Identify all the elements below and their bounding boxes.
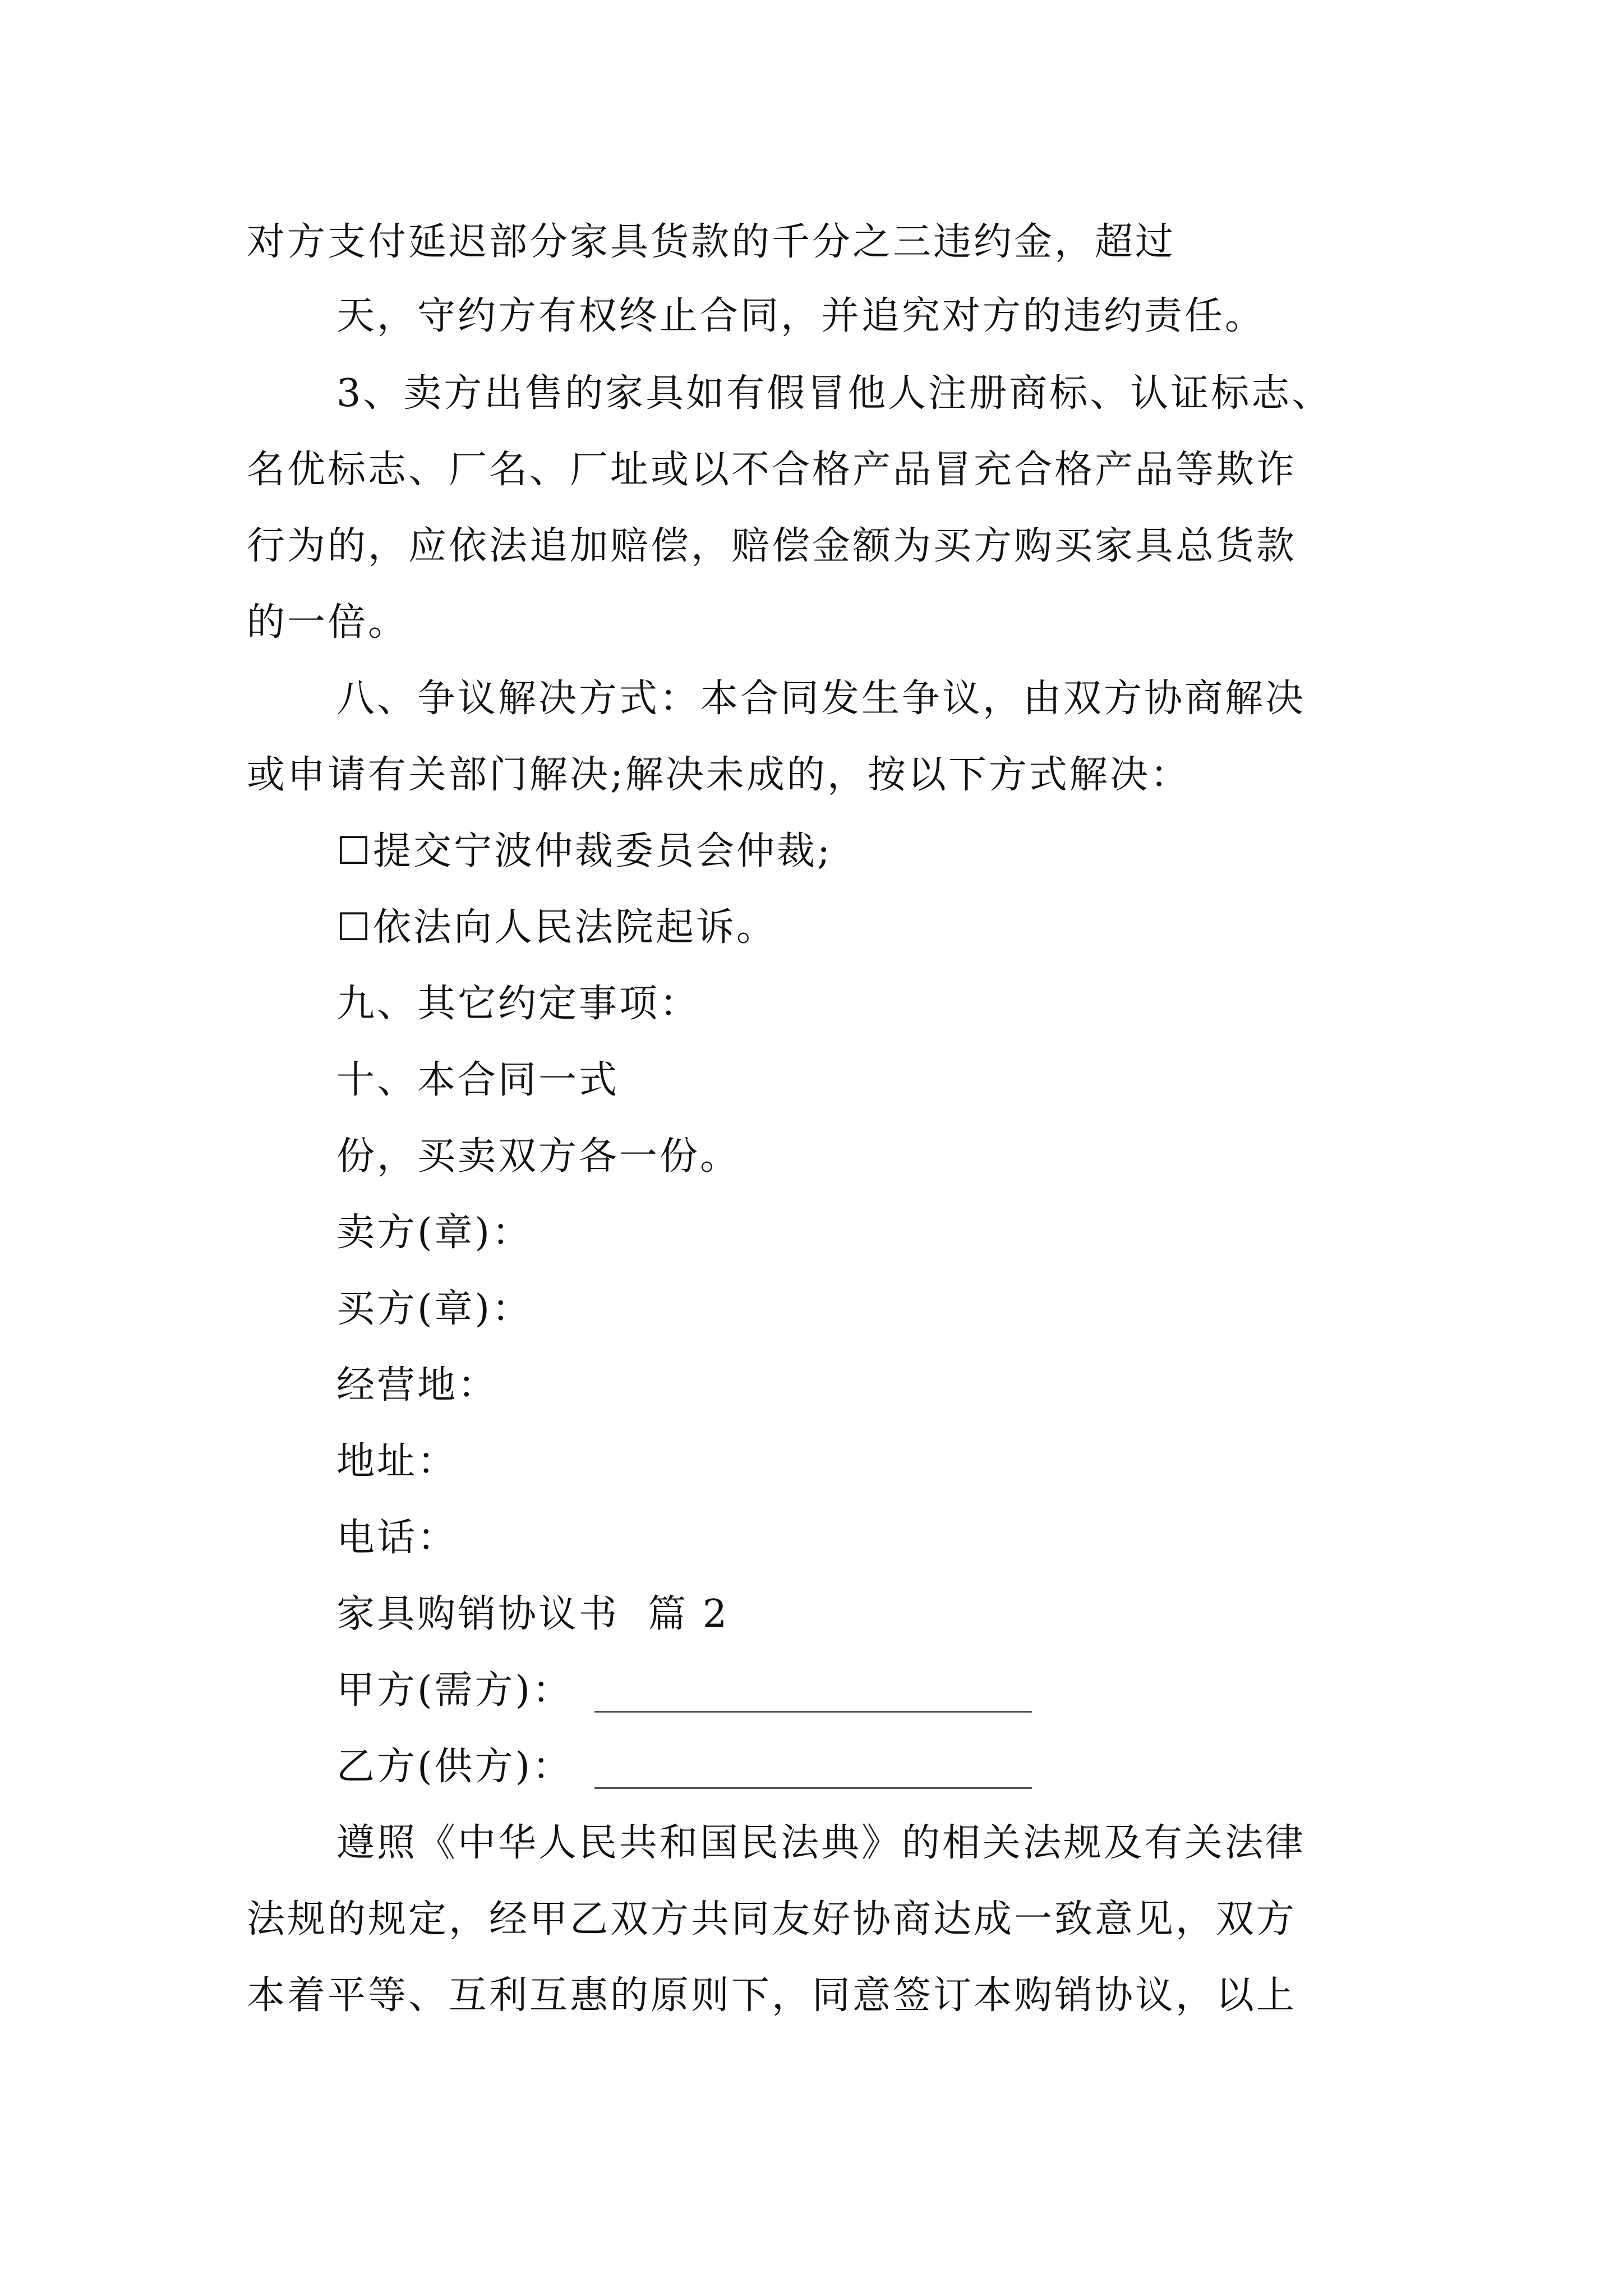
text-line: 十、本合同一式 [336, 1058, 620, 1102]
party-b-label: 乙方(供方)： [336, 1745, 573, 1789]
party-b-blank [594, 1787, 1032, 1789]
text-line: 份，买卖双方各一份。 [336, 1134, 741, 1179]
business-location-label: 经营地： [336, 1363, 499, 1407]
text-line: 遵照《中华人民共和国民法典》的相关法规及有关法律 [336, 1821, 1306, 1865]
party-a-label: 甲方(需方)： [336, 1668, 573, 1713]
section-heading: 家具购销协议书 篇 2 [336, 1592, 730, 1636]
text-line: 八、争议解决方式：本合同发生争议，由双方协商解决 [336, 677, 1306, 721]
text-line: 3、卖方出售的家具如有假冒他人注册商标、认证标志、 [336, 371, 1332, 416]
text-line: 法规的规定，经甲乙双方共同友好协商达成一致意见，双方 [247, 1897, 1297, 1941]
phone-label: 电话： [336, 1516, 458, 1560]
checkbox-option-court: ☐依法向人民法院起诉。 [336, 905, 777, 950]
text-line: 名优标志、厂名、厂址或以不合格产品冒充合格产品等欺诈 [247, 448, 1297, 492]
text-line: 天，守约方有权终止合同，并追究对方的违约责任。 [336, 294, 1266, 338]
text-line: 对方支付延迟部分家具货款的千分之三违约金，超过 [247, 220, 1176, 264]
address-label: 地址： [336, 1439, 458, 1484]
buyer-seal-label: 买方(章)： [336, 1287, 533, 1331]
text-line: 的一倍。 [247, 600, 409, 645]
seller-seal-label: 卖方(章)： [336, 1211, 533, 1255]
party-a-blank [594, 1711, 1032, 1713]
text-line: 或申请有关部门解决;解决未成的，按以下方式解决： [247, 753, 1191, 797]
text-line: 本着平等、互利互惠的原则下，同意签订本购销协议，以上 [247, 1973, 1297, 2018]
text-line: 九、其它约定事项： [336, 982, 700, 1026]
text-line: 行为的，应依法追加赔偿，赔偿金额为买方购买家具总货款 [247, 524, 1297, 568]
checkbox-option-arbitration: ☐提交宁波仲裁委员会仲裁; [336, 829, 832, 873]
